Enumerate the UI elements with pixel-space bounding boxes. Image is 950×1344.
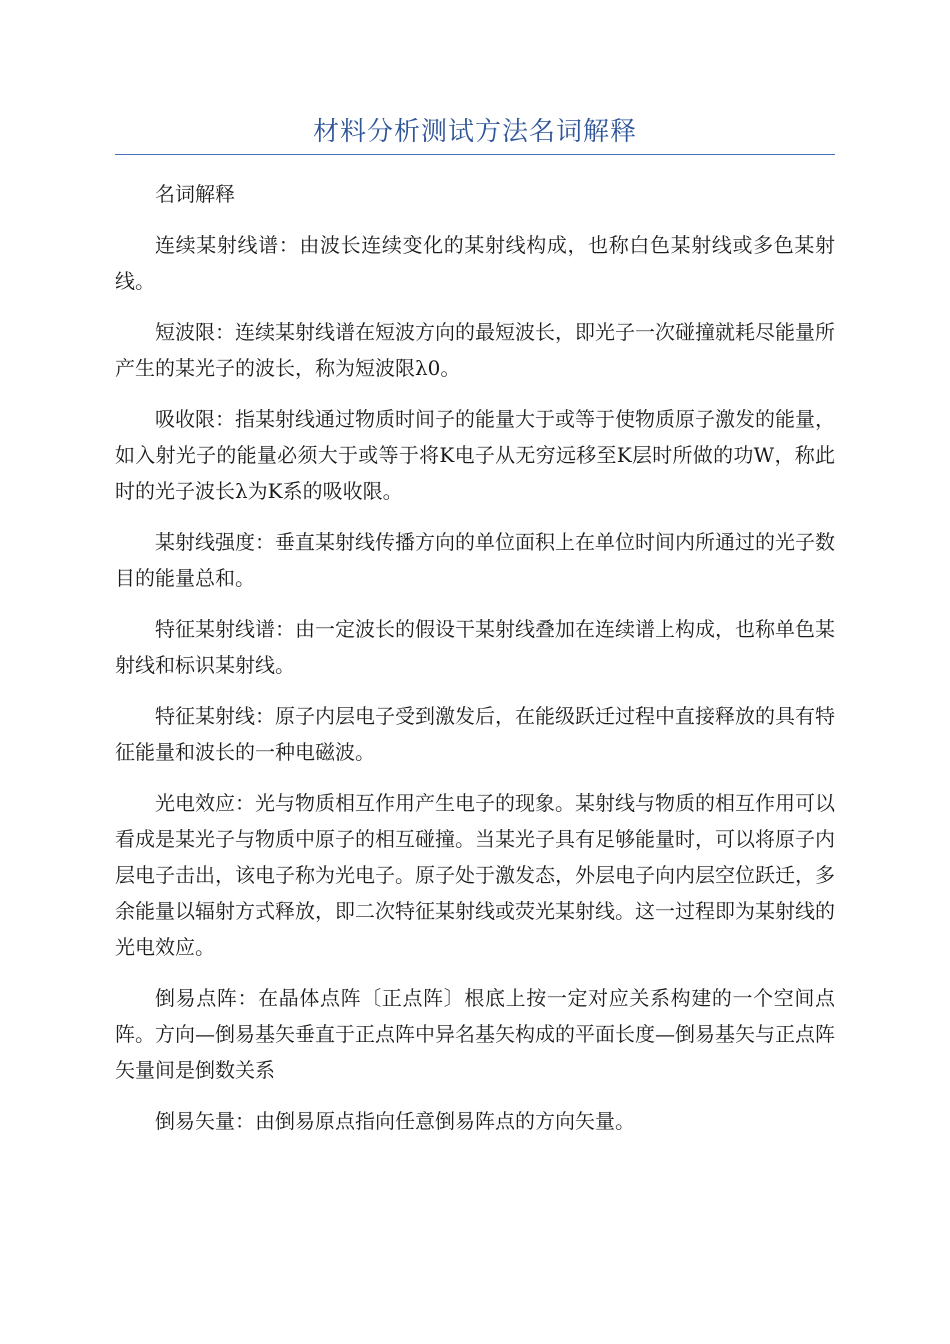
paragraph-ray-intensity: 某射线强度：垂直某射线传播方向的单位面积上在单位时间内所通过的光子数目的能量总和。 — [115, 530, 835, 590]
paragraph-characteristic-ray: 特征某射线：原子内层电子受到激发后，在能级跃迁过程中直接释放的具有特征能量和波长的一种电磁波。 — [115, 704, 835, 764]
paragraph-reciprocal-lattice: 倒易点阵：在晶体点阵〔正点阵〕根底上按一定对应关系构建的一个空间点阵。方向—倒易基矢垂直于正点阵中异名基矢构成的平面长度—倒易基矢与正点阵矢量间是倒数关系 — [115, 986, 835, 1082]
section-heading: 名词解释 — [155, 182, 235, 206]
paragraph-short-wavelength-limit: 短波限：连续某射线谱在短波方向的最短波长，即光子一次碰撞就耗尽能量所产生的某光子的波长，称为短波限λ0。 — [115, 320, 835, 380]
paragraph-reciprocal-vector: 倒易矢量：由倒易原点指向任意倒易阵点的方向矢量。 — [155, 1109, 635, 1133]
paragraph-absorption-edge: 吸收限：指某射线通过物质时间子的能量大于或等于使物质原子激发的能量，如入射光子的能量必须大于或等于将K电子从无穷远移至K层时所做的功W，称此时的光子波长λ为K系的吸收限。 — [115, 407, 835, 503]
title-underline — [115, 154, 835, 155]
document-body — [115, 176, 835, 1154]
paragraph-photoelectric-effect: 光电效应：光与物质相互作用产生电子的现象。某射线与物质的相互作用可以看成是某光子与物质中原子的相互碰撞。当某光子具有足够能量时，可以将原子内层电子击出，该电子称为光电子。原子处于激发态，外层电子向内层空位跃迁，多余能量以辐射方式释放，即二次特征某射线或荧光某射线。这一过程即为某射线的光电效应。 — [115, 791, 835, 959]
paragraph-characteristic-spectrum: 特征某射线谱：由一定波长的假设干某射线叠加在连续谱上构成，也称单色某射线和标识某射线。 — [115, 617, 835, 677]
paragraph-continuous-spectrum: 连续某射线谱：由波长连续变化的某射线构成，也称白色某射线或多色某射线。 — [115, 233, 835, 293]
document-title: 材料分析测试方法名词解释 — [312, 117, 637, 147]
